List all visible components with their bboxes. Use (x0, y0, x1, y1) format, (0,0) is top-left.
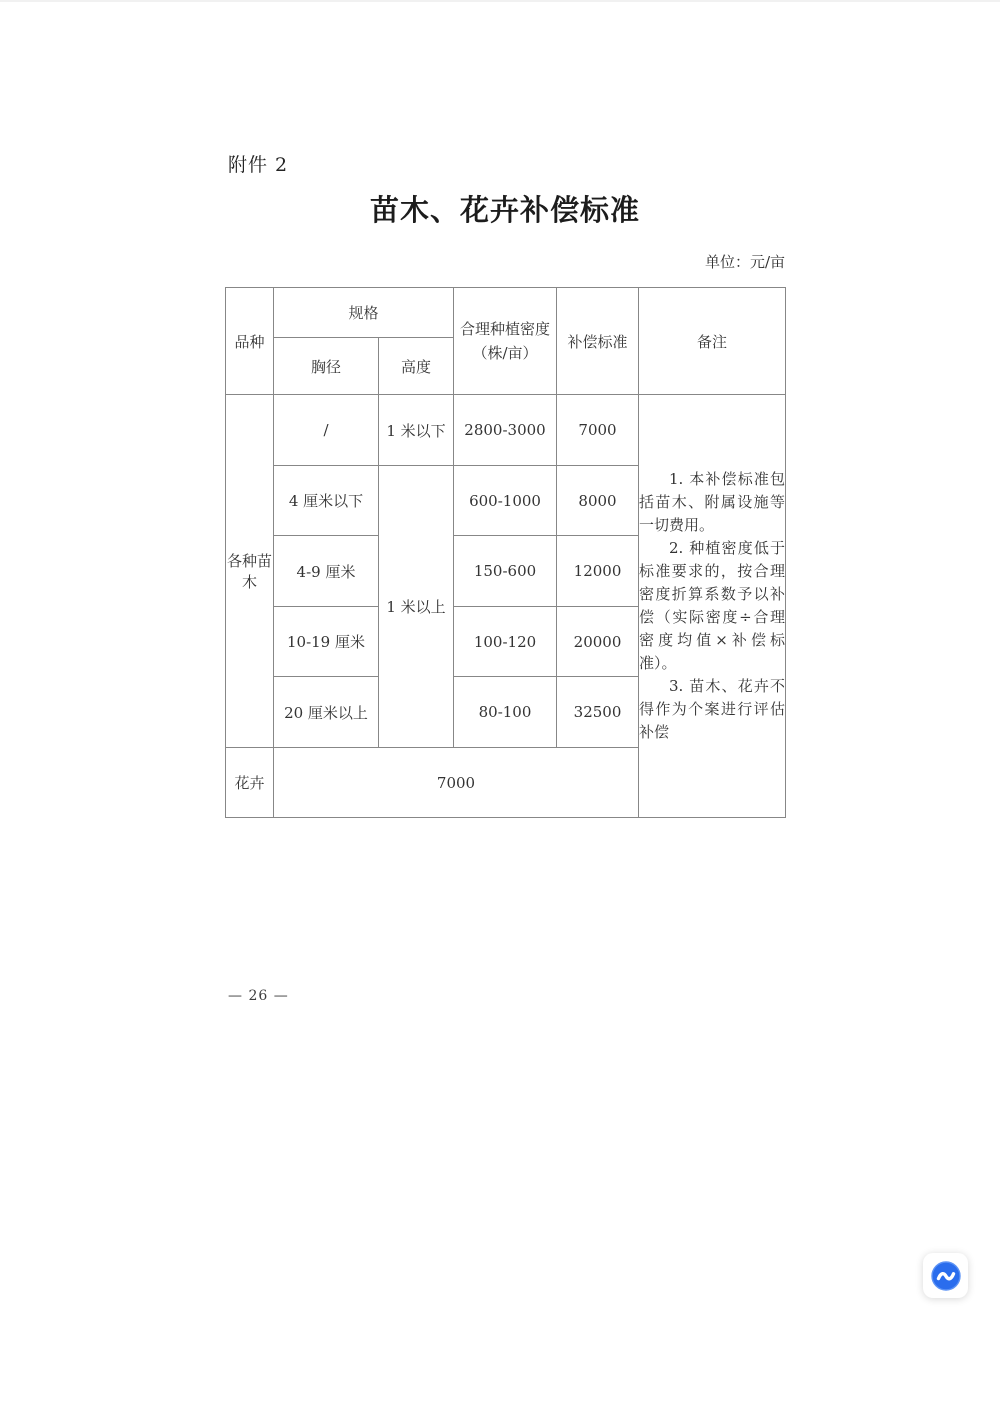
header-remarks: 备注 (639, 288, 786, 395)
cell-density: 2800-3000 (454, 395, 557, 466)
unit-note: 单位：元/亩 (704, 253, 785, 271)
header-density-line2: （株/亩） (472, 344, 538, 362)
cell-dbh: 10-19 厘米 (274, 607, 379, 677)
cell-flower-value: 7000 (274, 748, 639, 818)
cell-seedling-group: 各种苗木 (226, 395, 274, 748)
header-dbh: 胸径 (274, 338, 379, 395)
header-spec: 规格 (274, 288, 454, 338)
header-standard: 补偿标准 (557, 288, 639, 395)
cell-dbh: 4-9 厘米 (274, 536, 379, 607)
cell-standard: 20000 (557, 607, 639, 677)
header-row-1 (226, 288, 786, 338)
header-variety: 品种 (226, 288, 274, 395)
cell-dbh: 20 厘米以上 (274, 677, 379, 748)
header-height: 高度 (379, 338, 454, 395)
compensation-table (225, 287, 786, 818)
page-top-divider (0, 0, 1000, 2)
cell-standard: 12000 (557, 536, 639, 607)
cell-height: 1 米以上 (379, 466, 454, 748)
cell-dbh: 4 厘米以下 (274, 466, 379, 536)
header-density (454, 288, 557, 395)
cell-standard: 7000 (557, 395, 639, 466)
remark-item-1: 1. 本补偿标准包括苗木、附属设施等一切费用。 (639, 470, 786, 534)
cell-dbh: / (274, 395, 379, 466)
page-title: 苗木、花卉补偿标准 (369, 193, 640, 227)
header-density-line1: 合理种植密度 (460, 320, 551, 338)
cell-standard: 8000 (557, 466, 639, 536)
cell-density: 100-120 (454, 607, 557, 677)
app-logo-icon (931, 1261, 961, 1291)
cell-flower-label: 花卉 (226, 748, 274, 818)
remark-item-2: 2. 种植密度低于标准要求的，按合理密度折算系数予以补偿（实际密度÷合理密度均值×补偿标准）。 (639, 539, 786, 672)
table-row (226, 395, 786, 466)
cell-standard: 32500 (557, 677, 639, 748)
cell-density: 600-1000 (454, 466, 557, 536)
cell-remarks (639, 395, 786, 818)
cell-height: 1 米以下 (379, 395, 454, 466)
remark-item-3: 3. 苗木、花卉不得作为个案进行评估补偿 (639, 677, 786, 741)
attachment-label: 附件 2 (228, 154, 289, 176)
page-number: — 26 — (228, 988, 289, 1004)
cell-density: 80-100 (454, 677, 557, 748)
floating-widget-button[interactable] (923, 1253, 968, 1298)
cell-density: 150-600 (454, 536, 557, 607)
